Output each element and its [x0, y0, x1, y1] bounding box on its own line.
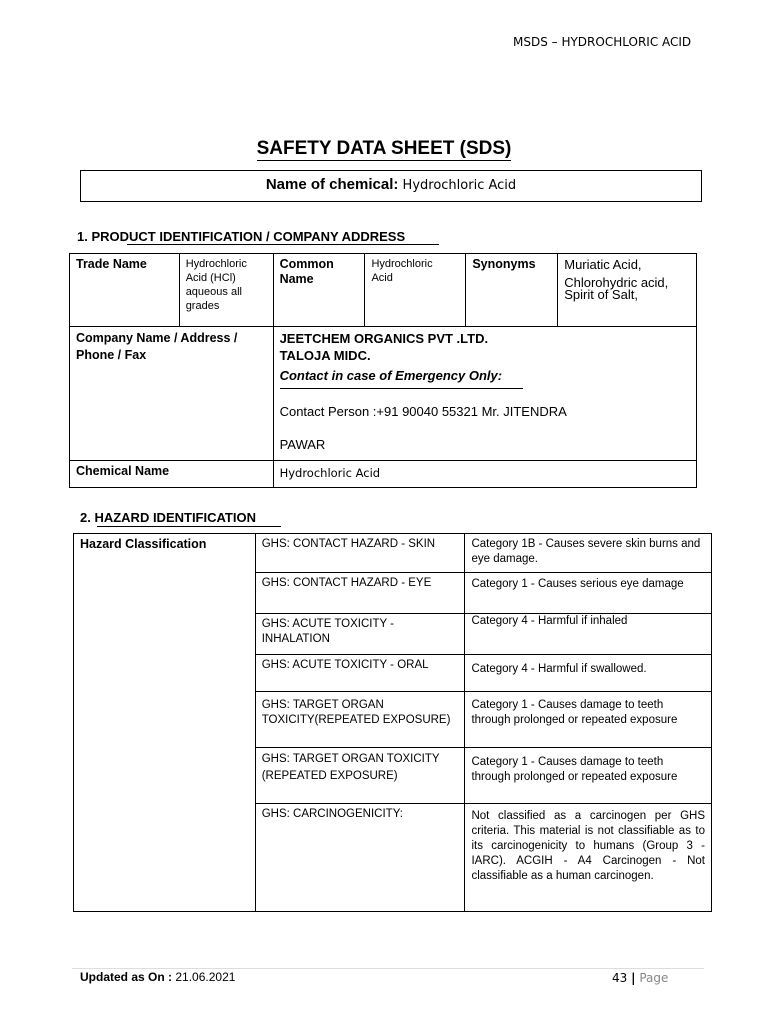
trade-name-value [179, 254, 273, 327]
hazard-identification-table [73, 533, 712, 912]
hazard-name: GHS: TARGET ORGAN TOXICITY(REPEATED EXPOSURE) [255, 692, 465, 748]
company-label-line: Phone / Fax [76, 348, 147, 362]
company-label [70, 327, 274, 461]
section-2-underline [97, 526, 281, 527]
chemical-name-box [80, 170, 702, 202]
hazard-name: GHS: ACUTE TOXICITY - INHALATION [255, 614, 465, 655]
hazard-name: GHS: CONTACT HAZARD - SKIN [255, 534, 465, 573]
table-row [70, 254, 697, 327]
trade-name-line: Hydrochloric [185, 258, 247, 270]
common-name-line: Hydrochloric [371, 258, 433, 270]
table-row [70, 327, 697, 461]
common-name-label-line: Name [279, 272, 314, 286]
hazard-category: Category 1B - Causes severe skin burns and eye damage. [465, 534, 712, 573]
table-row [70, 461, 697, 488]
updated-label: Updated as On : [80, 970, 173, 984]
company-label-line: Company Name / Address / [76, 331, 238, 345]
updated-on [80, 970, 235, 984]
emergency-contact-label: Contact in case of Emergency Only: [279, 368, 503, 383]
company-address: TALOJA MIDC. [279, 348, 371, 363]
page-number-value: 43 [612, 971, 628, 985]
chemical-name-value: Hydrochloric Acid [402, 178, 517, 193]
section-1-heading: 1. PRODUCT IDENTIFICATION / COMPANY ADDRESS [77, 229, 406, 244]
page-number [612, 971, 668, 985]
common-name-line: Acid [371, 272, 393, 284]
hazard-classification-label: Hazard Classification [74, 534, 256, 912]
hazard-category: Category 1 - Causes damage to teeth through prolonged or repeated exposure [465, 748, 712, 804]
emergency-underline [280, 388, 523, 389]
common-name-label [273, 254, 365, 327]
hazard-name: GHS: CONTACT HAZARD - EYE [255, 573, 465, 614]
chemical-name-label: Name of chemical: [265, 176, 399, 193]
section-2-heading: 2. HAZARD IDENTIFICATION [80, 510, 256, 525]
page-title [0, 138, 768, 160]
hazard-category: Not classified as a carcinogen per GHS criteria. This material is not classifiable as to its carcinogenicity to humans (Group 3 - IARC). ACGIH - A4 Carcinogen - Not classifiable as a human carcinogen. [465, 804, 712, 912]
synonym-line: Spirit of Salt, [564, 287, 638, 302]
product-identification-table [69, 253, 697, 488]
hazard-category: Category 1 - Causes damage to teeth through prolonged or repeated exposure [465, 692, 712, 748]
contact-person-line: Contact Person :+91 90040 55321 Mr. JITENDRA [279, 404, 567, 419]
hazard-category: Category 1 - Causes serious eye damage [465, 573, 712, 614]
synonym-line: Chlorohydric acid, [564, 275, 669, 290]
hazard-name: GHS: CARCINOGENICITY: [255, 804, 465, 912]
running-header: MSDS – HYDROCHLORIC ACID [513, 35, 692, 49]
trade-name-line: grades [185, 300, 220, 312]
page-word: Page [639, 971, 669, 985]
synonyms-value [558, 254, 697, 327]
contact-person-line: PAWAR [279, 437, 326, 452]
common-name-value [365, 254, 466, 327]
chemical-name-row-value: Hydrochloric Acid [273, 461, 696, 488]
company-details [273, 327, 696, 461]
table-row [74, 534, 712, 573]
synonyms-label: Synonyms [466, 254, 558, 327]
trade-name-line: Acid (HCl) [185, 272, 236, 284]
footer-divider [72, 968, 704, 969]
trade-name-line: aqueous all [185, 286, 242, 298]
section-1-underline [127, 244, 439, 245]
hazard-category: Category 4 - Harmful if inhaled [465, 614, 712, 655]
trade-name-label: Trade Name [70, 254, 180, 327]
page-separator: | [631, 971, 636, 985]
hazard-name: GHS: TARGET ORGAN TOXICITY (REPEATED EXPOSURE) [255, 748, 465, 804]
hazard-name: GHS: ACUTE TOXICITY - ORAL [255, 655, 465, 692]
common-name-label-line: Common [279, 257, 334, 271]
company-name: JEETCHEM ORGANICS PVT .LTD. [279, 331, 489, 346]
page-title-text: SAFETY DATA SHEET (SDS) [256, 138, 512, 159]
synonym-line: Muriatic Acid, [564, 257, 642, 272]
chemical-name-row-label: Chemical Name [70, 461, 274, 488]
updated-date: 21.06.2021 [175, 970, 236, 984]
hazard-category: Category 4 - Harmful if swallowed. [465, 655, 712, 692]
